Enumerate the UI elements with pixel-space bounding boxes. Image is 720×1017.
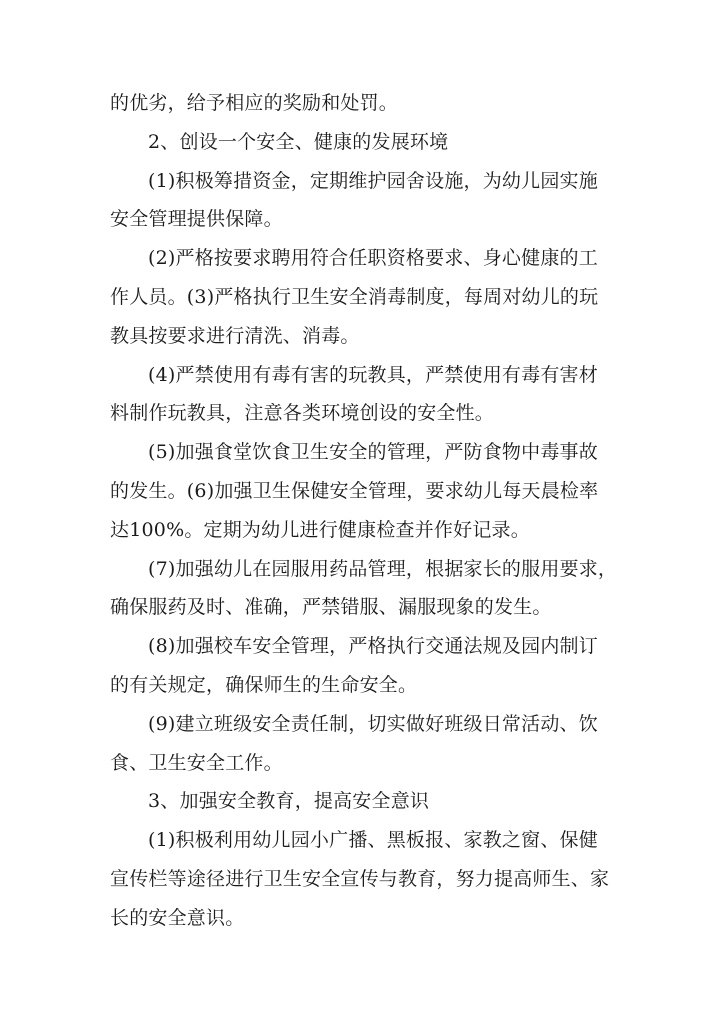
text-line: (9)建立班级安全责任制，切实做好班级日常活动、饮 xyxy=(148,712,598,735)
text-line: (1)积极利用幼儿园小广播、黑板报、家教之窗、保健 xyxy=(148,829,598,852)
text-line: (7)加强幼儿在园服用药品管理，根据家长的服用要求， xyxy=(148,557,618,580)
text-line: (2)严格按要求聘用符合任职资格要求、身心健康的工 xyxy=(148,247,598,270)
text-line: 确保服药及时、准确，严禁错服、漏服现象的发生。 xyxy=(110,596,552,619)
section-heading: 3、加强安全教育，提高安全意识 xyxy=(148,790,430,813)
text-line: 教具按要求进行清洗、消毒。 xyxy=(110,324,360,347)
text-line: 食、卫生安全工作。 xyxy=(110,751,283,774)
text-line: (1)积极筹措资金，定期维护园舍设施，为幼儿园实施 xyxy=(148,169,598,192)
text-line: 长的安全意识。 xyxy=(110,906,245,929)
text-line: 料制作玩教具，注意各类环境创设的安全性。 xyxy=(110,402,495,425)
text-line: 达100%。定期为幼儿进行健康检查并作好记录。 xyxy=(110,518,530,541)
text-line: 的有关规定，确保师生的生命安全。 xyxy=(110,673,418,696)
section-heading: 2、创设一个安全、健康的发展环境 xyxy=(148,130,449,153)
text-line: (5)加强食堂饮食卫生安全的管理，严防食物中毒事故 xyxy=(148,441,598,464)
text-line: 作人员。(3)严格执行卫生安全消毒制度，每周对幼儿的玩 xyxy=(110,285,599,308)
text-line: 的发生。(6)加强卫生保健安全管理，要求幼儿每天晨检率 xyxy=(110,479,599,502)
text-line: 的优劣，给予相应的奖励和处罚。 xyxy=(110,92,399,114)
text-line: 安全管理提供保障。 xyxy=(110,208,283,231)
text-line: 宣传栏等途径进行卫生安全宣传与教育，努力提高师生、家 xyxy=(110,867,610,890)
document-body xyxy=(110,84,618,938)
text-line: (8)加强校车安全管理，严格执行交通法规及园内制订 xyxy=(148,635,598,658)
text-line: (4)严禁使用有毒有害的玩教具，严禁使用有毒有害材 xyxy=(148,363,598,386)
